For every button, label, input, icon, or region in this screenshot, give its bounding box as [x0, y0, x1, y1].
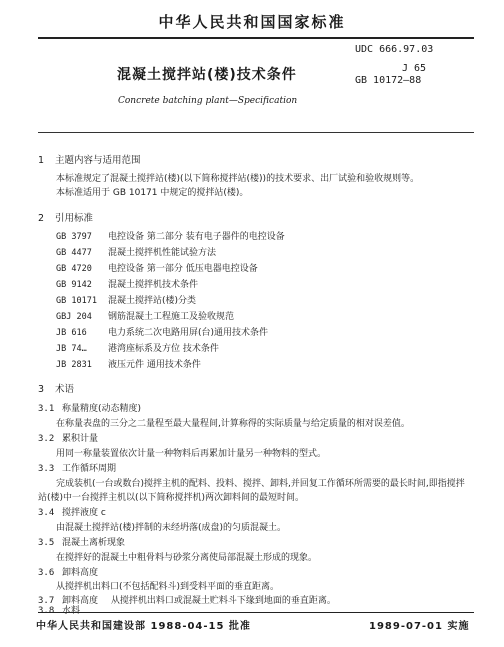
reference-code: GB 10171 — [56, 296, 97, 306]
reference-code: JB 74… — [56, 344, 87, 354]
reference-text: 港湾座标系及方位 技术条件 — [108, 344, 219, 354]
reference-code: GB 4477 — [56, 248, 92, 258]
reference-code: GB 4720 — [56, 264, 92, 274]
term-heading — [38, 505, 106, 518]
term-heading — [38, 461, 116, 474]
term-number: 3.1 — [38, 404, 55, 414]
reference-code: GB 9142 — [56, 280, 92, 290]
term-title: 卸料高度 — [62, 596, 99, 606]
section-3-heading — [38, 381, 74, 395]
j-code: J 65 — [402, 63, 427, 74]
section-number: 3 — [38, 384, 45, 395]
gb-code: GB 10172—88 — [355, 75, 422, 86]
reference-text: 混凝土搅拌站(楼)分类 — [108, 296, 197, 306]
section-2-heading — [38, 210, 93, 224]
term-heading — [38, 401, 141, 414]
term-heading — [38, 535, 125, 548]
standard-header-title: 中华人民共和国国家标准 — [158, 13, 346, 31]
implementation-date: 1989-07-01 实施 — [369, 621, 470, 632]
term-number: 3.8 — [38, 606, 55, 616]
term-title: 称量精度(动态精度) — [62, 404, 142, 414]
reference-item — [56, 277, 198, 290]
term-title: 工作循环周期 — [62, 464, 117, 474]
section-number: 2 — [38, 213, 45, 224]
term-definition: 完成装机(一台或数台)搅拌主机的配料、投料、搅拌、卸料,并回复工作循环所需要的最长时间,即指搅拌 — [56, 479, 465, 489]
term-definition: 用同一称量装置依次计量一种物料后再累加计量另一种物料的型式。 — [56, 449, 327, 459]
term-definition: 由混凝土搅拌站(楼)拌制的未经坍落(成盘)的匀质混凝土。 — [56, 523, 287, 533]
term-title: 混凝土离析现象 — [62, 538, 126, 548]
term-definition: 从搅拌机出料口(不包括配料斗)到受料平面的垂直距离。 — [56, 582, 280, 592]
section-title: 主题内容与适用范围 — [55, 155, 141, 166]
approval-statement: 中华人民共和国建设部 1988-04-15 批准 — [36, 621, 251, 632]
term-definition: 站(楼)中一台搅拌主机以(以下简称搅拌机)两次卸料间的最短时间。 — [38, 493, 305, 503]
reference-item — [56, 229, 285, 242]
document-title: 混凝土搅拌站(楼)技术条件 — [117, 67, 297, 83]
term-number: 3.2 — [38, 434, 55, 444]
section-title: 术语 — [55, 384, 75, 395]
udc-code: UDC 666.97.03 — [355, 44, 434, 55]
header-rule — [38, 37, 474, 39]
paragraph-line: 本标准规定了混凝土搅拌站(楼)(以下简称搅拌站(楼))的技术要求、出厂试验和验收规则等。 — [56, 174, 420, 184]
term-heading — [38, 431, 98, 444]
reference-text: 液压元件 通用技术条件 — [108, 360, 201, 370]
section-number: 1 — [38, 155, 45, 166]
term-number: 3.7 — [38, 596, 55, 606]
term-title: 水料 — [62, 606, 81, 616]
reference-item — [56, 245, 216, 258]
term-heading — [38, 565, 98, 578]
reference-item — [56, 309, 234, 322]
reference-text: 电力系统二次电路用屏(台)通用技术条件 — [108, 328, 269, 338]
term-definition: 在称量表盘的三分之二量程至最大量程间,计算称得的实际质量与给定质量的相对误差值。 — [56, 419, 410, 429]
term-number: 3.5 — [38, 538, 55, 548]
title-rule — [38, 132, 474, 133]
reference-text: 电控设备 第一部分 低压电器电控设备 — [108, 264, 258, 274]
reference-text: 混凝土搅拌机技术条件 — [108, 280, 199, 290]
reference-item — [56, 357, 201, 370]
section-title: 引用标准 — [55, 213, 94, 224]
reference-code: GB 3797 — [56, 232, 92, 242]
term-number: 3.4 — [38, 508, 55, 518]
document-title-english: Concrete batching plant—Specification — [118, 96, 298, 106]
reference-text: 混凝土搅拌机性能试验方法 — [108, 248, 217, 258]
term-heading — [38, 603, 80, 616]
term-definition: 从搅拌机出料口或混凝土贮料斗下缘到地面的垂直距离。 — [110, 596, 336, 606]
reference-code: JB 616 — [56, 328, 87, 338]
term-title: 累积计量 — [62, 434, 99, 444]
reference-item — [56, 341, 219, 354]
paragraph-line: 本标准适用于 GB 10171 中规定的搅拌站(楼)。 — [56, 188, 249, 198]
term-number: 3.3 — [38, 464, 55, 474]
reference-code: GBJ 204 — [56, 312, 92, 322]
footer-rule — [38, 612, 474, 613]
term-heading — [38, 593, 336, 606]
term-number: 3.6 — [38, 568, 55, 578]
reference-text: 电控设备 第二部分 装有电子器件的电控设备 — [108, 232, 285, 242]
reference-code: JB 2831 — [56, 360, 92, 370]
section-1-heading — [38, 152, 141, 166]
reference-item — [56, 261, 258, 274]
term-title: 搅拌液度 c — [62, 508, 106, 518]
term-title: 卸料高度 — [62, 568, 99, 578]
term-definition: 在搅拌好的混凝土中粗骨料与砂浆分离使局部混凝土形成的现象。 — [56, 553, 318, 563]
reference-item — [56, 293, 196, 306]
reference-item — [56, 325, 268, 338]
reference-text: 钢筋混凝土工程施工及验收规范 — [108, 312, 235, 322]
